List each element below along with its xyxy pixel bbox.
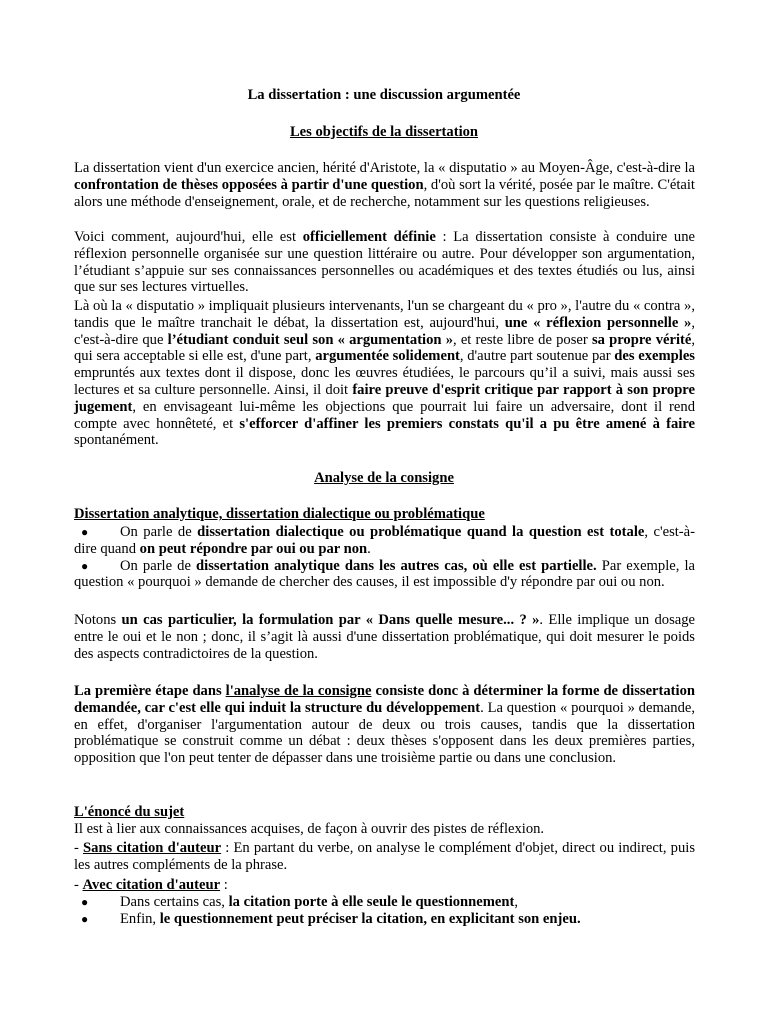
text-run: , bbox=[514, 894, 519, 910]
text-run: spontanément. bbox=[74, 432, 159, 449]
text-run: la citation porte à elle seule le questionnement bbox=[228, 894, 515, 910]
bullet-icon: ● bbox=[81, 525, 89, 539]
paragraph-notons bbox=[74, 612, 695, 662]
text-run: , c'est-à-dire que bbox=[74, 314, 695, 348]
text-run: La dissertation vient d'un exercice ancien, hérité d'Aristote, la « disputatio » au Moyen-Âge, c'est-à-dire la bbox=[74, 160, 695, 176]
text-run: : bbox=[220, 877, 228, 893]
text-run: Dans certains cas, bbox=[120, 894, 229, 910]
text-run: des exemples bbox=[614, 348, 695, 365]
subheading-types: Dissertation analytique, dissertation dialectique ou problématique bbox=[74, 506, 485, 522]
text-run: dissertation analytique dans les autres cas, où elle est partielle. bbox=[196, 557, 597, 574]
text-run: argumentée solidement bbox=[315, 348, 460, 365]
text-run: Enfin, bbox=[120, 910, 160, 927]
text-run: le questionnement peut préciser la citation, en explicitant son enjeu. bbox=[159, 910, 581, 927]
text-run: , d'autre part soutenue par bbox=[459, 348, 615, 365]
text-run: On parle de bbox=[120, 557, 197, 574]
list-item bbox=[74, 558, 695, 592]
text-run: , et reste libre de poser bbox=[453, 331, 592, 348]
list-item bbox=[74, 894, 695, 911]
paragraph-definition bbox=[74, 229, 695, 296]
list-item bbox=[74, 911, 695, 928]
paragraph-sans-citation bbox=[74, 840, 695, 874]
text-run: confrontation de thèses opposées à partir d'une question bbox=[74, 176, 424, 193]
bullet-list-types bbox=[74, 524, 695, 591]
text-run: Notons bbox=[74, 612, 122, 628]
text-run: , c'est-à-dire quand bbox=[74, 524, 695, 557]
text-run: - bbox=[74, 840, 84, 856]
text-run: . La question « pourquoi » demande, en effet, d'organiser l'argumentation autour de deux ou trois causes, tandis que la dissertation problématique se construit comme un débat : deux thèses s'opposent dans les deux premières parties, opposition que l'on peut tenter de dépasser dans une troisième partie ou dans une conclusion. bbox=[74, 699, 696, 767]
paragraph-origine bbox=[74, 160, 695, 210]
text-run: un cas particulier, la formulation par « Dans quelle mesure... ? » bbox=[121, 612, 540, 628]
bullet-icon: ● bbox=[81, 895, 89, 909]
text-run: On parle de bbox=[120, 524, 198, 540]
list-item bbox=[74, 524, 695, 558]
text-run: dissertation dialectique ou problématique quand la question est totale bbox=[197, 524, 645, 540]
paragraph-premiere-etape bbox=[74, 683, 695, 767]
text-run: Par exemple, la question « pourquoi » demande de chercher des causes, il est impossible d'y répondre par oui ou non. bbox=[74, 557, 695, 591]
text-run: - bbox=[74, 877, 83, 893]
text-run: s'efforcer d'affiner les premiers constats qu'il a pu être amené à faire bbox=[239, 415, 695, 432]
text-run: officiellement définie bbox=[302, 229, 436, 245]
bullet-icon: ● bbox=[81, 558, 89, 573]
document-title: La dissertation : une discussion argumentée bbox=[247, 87, 521, 103]
section-heading-analyse: Analyse de la consigne bbox=[314, 470, 454, 486]
text-run: La première étape dans bbox=[74, 683, 226, 699]
text-run: Avec citation d'auteur bbox=[82, 877, 221, 893]
section-heading-objectifs: Les objectifs de la dissertation bbox=[289, 124, 479, 140]
text-run: Là où la « disputatio » impliquait plusieurs intervenants, l'un se chargeant du « pro », l'autre du « contra », tandis que le maître tranchait le débat, la dissertation est, aujourd'hui, bbox=[74, 298, 695, 331]
text-run: Sans citation d'auteur bbox=[83, 840, 222, 856]
text-run: Voici comment, aujourd'hui, elle est bbox=[74, 229, 303, 245]
text-run: , d'où sort la vérité, posée par le maître. C'était alors une méthode d'enseignement, orale, et de recherche, notamment sur les questions religieuses. bbox=[74, 176, 695, 210]
text-run: on peut répondre par oui ou par non bbox=[139, 540, 368, 557]
bullet-icon: ● bbox=[81, 911, 89, 926]
text-run: faire preuve d'esprit critique par rapport à son propre jugement bbox=[74, 381, 695, 415]
text-run: . bbox=[367, 540, 371, 557]
text-run: une « réflexion personnelle » bbox=[504, 314, 692, 331]
text-run: . Elle implique un dosage entre le oui et le non ; donc, il s’agit là aussi d'une dissertation problématique, qui doit mesurer le poids des aspects contradictoires de la question. bbox=[74, 612, 695, 662]
text-run: , en envisageant lui-même les objections que pourrait lui faire un adversaire, dont il rend compte avec honnêteté, et bbox=[74, 398, 695, 432]
text-run: empruntés aux textes dont il dispose, donc les œuvres étudiées, le parcours qu’il a suivi, mais aussi ses lectures et sa culture personnelle. Ainsi, il doit bbox=[74, 365, 695, 398]
bullet-list-citation bbox=[74, 894, 695, 928]
paragraph-avec-citation bbox=[74, 877, 695, 894]
text-run: sa propre vérité bbox=[591, 331, 692, 348]
text-run: : La dissertation consiste à conduire une réflexion personnelle organisée sur une question littéraire ou autre. Pour développer son argumentation, l’étudiant s’appuie sur ses connaissances personnelles ou académiques et des textes étudiés ou lus, ainsi que sur ses lectures virtuelles. bbox=[74, 229, 695, 296]
enonce-intro: Il est à lier aux connaissances acquises, de façon à ouvrir des pistes de réflexion. bbox=[74, 821, 545, 837]
text-run: consiste donc à déterminer la forme de dissertation demandée, car c'est elle qui induit la structure du développement bbox=[74, 683, 696, 716]
paragraph-disputatio bbox=[74, 298, 695, 449]
subheading-enonce: L'énoncé du sujet bbox=[74, 804, 185, 820]
text-run: : En partant du verbe, on analyse le complément d'objet, direct ou indirect, puis les autres compléments de la phrase. bbox=[74, 840, 695, 873]
text-run: l'analyse de la consigne bbox=[225, 683, 372, 699]
text-run: , qui sera acceptable si elle est, d'une part, bbox=[74, 331, 696, 365]
text-run: l’étudiant conduit seul son « argumentation » bbox=[167, 331, 453, 348]
